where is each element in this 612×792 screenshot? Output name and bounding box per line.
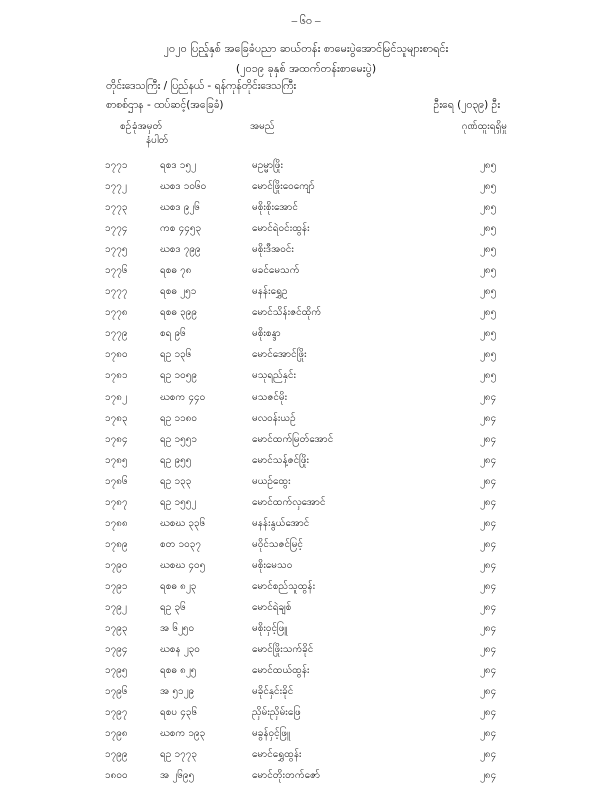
row-number: ၁၇၈၃ [105, 412, 128, 424]
roll-number: ကစ ၄၄၅၃ [160, 223, 202, 235]
list-item [0, 366, 612, 387]
row-number: ၁၇၉၀ [105, 559, 128, 571]
student-name: မခိုင်နှင်းခိုင် [252, 686, 294, 698]
marks-value: ၂၈၅ [480, 202, 497, 214]
list-item [0, 703, 612, 724]
list-item [0, 682, 612, 703]
student-name: မောင်ဖြိုးဝေကျော် [252, 181, 315, 193]
school-line: စာစစ်ဌာန - ထပ်ဆင့်(အခြေခံ) [106, 99, 224, 111]
list-item [0, 619, 612, 640]
roll-number: ဃစဒ ၉၂၆ [160, 202, 200, 214]
roll-number: ရစဓ ၈၂၃ [160, 580, 197, 592]
roll-number: ဃစက ၁၉၃ [160, 728, 206, 740]
roll-number: စတ ၁၀၃၇ [160, 538, 202, 550]
list-item [0, 324, 612, 345]
student-name: မောင်ရဲချစ် [252, 601, 292, 613]
column-header-name: အမည် [250, 121, 275, 132]
student-name: မယဉ်ထွေး [252, 475, 291, 487]
list-item [0, 345, 612, 366]
student-name: မသုရည်နှင်း [252, 370, 297, 382]
roll-number: အ ၆၂၅၀ [160, 623, 195, 635]
list-item [0, 514, 612, 535]
student-name: မစိုးစန္ဒာ [252, 328, 281, 340]
list-item [0, 177, 612, 198]
row-number: ၁၇၈၅ [105, 454, 128, 466]
student-name: မောင်ထက်မြတ်အောင် [252, 433, 334, 445]
marks-value: ၂၈၄ [480, 517, 497, 529]
row-number: ၁၇၉၈ [105, 728, 128, 740]
list-item [0, 430, 612, 451]
marks-value: ၂၈၄ [480, 644, 497, 656]
document-title: ၂၀၂၀ ပြည့်နှစ် အခြေခံပညာ ဆယ်တန်း စာမေးပွဲအောင်မြင်သူများစာရင်း [163, 42, 449, 55]
roll-number: ဃစဒ ၁၀၆၀ [160, 181, 207, 193]
roll-number: ဃစဃ ၃၃၆ [160, 517, 206, 529]
student-name: မောင်ထယ်ထွန်း [252, 665, 310, 677]
row-number: ၁၇၈၆ [105, 475, 128, 487]
list-item [0, 535, 612, 556]
marks-value: ၂၈၅ [480, 181, 497, 193]
row-number: ၁၇၉၉ [105, 749, 128, 761]
marks-value: ၂၈၅ [480, 244, 497, 256]
row-number: ၁၇၇၂ [105, 181, 127, 193]
marks-value: ၂၈၄ [480, 412, 497, 424]
student-name: မောင်သိန်းဇင်ထိုက် [252, 307, 322, 319]
list-item [0, 409, 612, 430]
roll-number: ရစဓ ၈၂၅ [160, 665, 197, 677]
row-number: ၁၇၇၇ [105, 286, 128, 298]
marks-value: ၂၈၄ [480, 707, 497, 719]
roll-number: ရစဓ ၇၈ [160, 265, 192, 277]
student-name: မဥမ္မာဖြိုး [252, 160, 284, 171]
row-number: ၁၇၉၄ [105, 644, 128, 656]
list-item [0, 724, 612, 745]
marks-value: ၂၈၄ [480, 749, 497, 761]
student-name: မောင်သန့်ဇင်ဖြိုး [252, 454, 310, 466]
region-line: တိုင်းဒေသကြီး / ပြည်နယ် - ရန်ကုန်တိုင်းဒေသကြီး [106, 80, 297, 92]
list-item [0, 451, 612, 472]
list-item [0, 388, 612, 409]
list-item [0, 598, 612, 619]
student-name: မစိုးဒီအဝင်း [252, 244, 294, 256]
student-name: မစိုးဝှင့်ဖြူ [252, 623, 288, 635]
roll-number: စရ ၉၆ [160, 328, 186, 340]
list-item [0, 472, 612, 493]
list-item [0, 556, 612, 577]
marks-value: ၂၈၄ [480, 391, 497, 403]
student-name: မခွန်ဝှင့်ဖြူ [252, 728, 290, 740]
marks-value: ၂၈၅ [480, 349, 497, 361]
row-number: ၁၇၉၅ [105, 665, 128, 677]
marks-value: ၂၈၄ [480, 686, 497, 698]
marks-value: ၂၈၄ [480, 770, 497, 782]
roll-number: ရဥ ၁၀၅၉ [160, 370, 197, 382]
marks-value: ၂၈၄ [480, 728, 497, 740]
roll-number: ရစဓ ၃၉၉ [160, 307, 198, 319]
marks-value: ၂၈၄ [480, 496, 497, 508]
roll-number: ရစပ ၄၃၆ [160, 707, 198, 719]
student-name: မသဇင်မိုး [252, 391, 288, 403]
column-header-marks: ဂုဏ်ထူးရရှိမှု [461, 121, 507, 132]
student-name: မောင်ထက်လှအောင် [252, 496, 326, 508]
list-item [0, 766, 612, 787]
roll-number: ရဥ ၃၆ [160, 601, 186, 613]
marks-value: ၂၈၅ [480, 307, 497, 319]
roll-number: ရစဓ ၂၅၁ [160, 286, 197, 298]
row-number: ၁၇၉၇ [105, 707, 128, 719]
marks-value: ၂၈၅ [480, 370, 497, 382]
roll-number: ရဥ ၁၁၈၀ [160, 412, 198, 424]
row-number: ၁၇၈၉ [105, 538, 128, 550]
row-number: ၁၇၈၂ [105, 391, 127, 403]
list-item [0, 577, 612, 598]
marks-value: ၂၈၅ [480, 223, 497, 235]
list-item [0, 640, 612, 661]
row-number: ၁၇၈၀ [105, 349, 128, 361]
marks-value: ၂၈၅ [480, 160, 497, 171]
list-item [0, 219, 612, 240]
roll-number: ဃစက ၄၄၀ [160, 391, 206, 403]
row-number: ၁၇၇၉ [105, 328, 128, 340]
student-name: မောင်တိုးတက်ဇော် [252, 770, 321, 782]
student-name: မစိုးစိုးအောင် [252, 202, 298, 214]
marks-value: ၂၈၄ [480, 538, 497, 550]
roll-number: ဃစဃ ၄၀၅ [160, 559, 206, 571]
marks-value: ၂၈၄ [480, 580, 497, 592]
results-list [0, 156, 612, 787]
row-number: ၁၇၇၄ [105, 223, 128, 235]
student-name: မနန်းနွယ်အောင် [252, 517, 310, 529]
roll-number: ရစဒ ၁၅၂ [160, 160, 196, 171]
column-header-no: စဉ် [120, 121, 132, 132]
list-item [0, 745, 612, 766]
list-item [0, 661, 612, 682]
roll-number: ရဥ ၁၃၆ [160, 349, 192, 361]
student-name: မောင်အောင်ဖြိုး [252, 349, 307, 361]
roll-number: အ ၅၁၂၉ [160, 686, 195, 698]
column-header-roll-sub: နံပါတ် [146, 135, 169, 146]
list-item [0, 261, 612, 282]
row-number: ၁၇၉၁ [105, 580, 128, 592]
list-item [0, 156, 612, 177]
row-number: ၁၇၇၆ [105, 265, 128, 277]
student-name: မခင်မေသက် [252, 265, 300, 277]
marks-value: ၂၈၄ [480, 559, 497, 571]
marks-value: ၂၈၅ [480, 265, 497, 277]
list-item [0, 303, 612, 324]
roll-number: ရဥ ၁၃၃ [160, 475, 192, 487]
student-name: မောင်ရွှေထွန်း [252, 749, 302, 761]
row-number: ၁၇၈၈ [105, 517, 128, 529]
row-number: ၁၇၉၂ [105, 601, 127, 613]
roll-number: ရဥ ၁၅၅၂ [160, 496, 197, 508]
student-name: ညှိမ်းညှိမ်းဖြေ [252, 707, 301, 719]
list-item [0, 282, 612, 303]
row-number: ၁၇၈၁ [105, 370, 128, 382]
list-item [0, 493, 612, 514]
marks-value: ၂၈၄ [480, 665, 497, 677]
student-name: မဝိုင်သဇင်မြင့် [252, 538, 303, 550]
student-name: မနန်းရွှေဥ [252, 286, 288, 298]
row-number: ၁၇၉၆ [105, 686, 128, 698]
row-number: ၁၇၇၅ [105, 244, 128, 256]
student-name: မစိုးမေသဝ [252, 559, 293, 571]
roll-number: ရဥ ၁၇၇၃ [160, 749, 197, 761]
roll-number: ရဥ ၉၅၅ [160, 454, 192, 466]
row-number: ၁၇၉၃ [105, 623, 128, 635]
student-name: မလဝန်းယဉ် [252, 412, 296, 424]
marks-value: ၂၈၄ [480, 454, 497, 466]
column-header-roll: ခုံအမှတ် [132, 121, 163, 132]
student-name: မောင်ရဲဝင်းထွန်း [252, 223, 310, 235]
row-number: ၁၇၈၇ [105, 496, 128, 508]
roll-number: ရဥ ၁၅၅၁ [160, 433, 197, 445]
row-number: ၁၇၇၃ [105, 202, 128, 214]
marks-value: ၂၈၄ [480, 433, 497, 445]
marks-value: ၂၈၄ [480, 623, 497, 635]
page-number: – ၆၀ – [291, 15, 321, 27]
marks-value: ၂၈၅ [480, 328, 497, 340]
row-number: ၁၇၇၈ [105, 307, 128, 319]
student-name: မောင်ဖြိုးသက်ခိုင် [252, 644, 314, 656]
row-number: ၁၇၈၄ [105, 433, 128, 445]
list-item [0, 198, 612, 219]
student-count: ဦးရေ (၂၀၃၉) ဦး [433, 99, 500, 111]
marks-value: ၂၈၄ [480, 475, 497, 487]
student-name: မောင်စည်သူထွန်း [252, 580, 316, 592]
roll-number: ဃစဒ ၇၉၉ [160, 244, 201, 256]
roll-number: ဃစန ၂၃၀ [160, 644, 200, 656]
row-number: ၁၈၀၀ [105, 770, 128, 782]
marks-value: ၂၈၄ [480, 601, 497, 613]
marks-value: ၂၈၅ [480, 286, 497, 298]
roll-number: အ ၂၆၉၅ [160, 770, 195, 782]
list-item [0, 240, 612, 261]
row-number: ၁၇၇၁ [105, 160, 128, 171]
document-subtitle: (၂၀၁၉ ခုနှစ် အထက်တန်းစာမေးပွဲ) [235, 62, 377, 75]
